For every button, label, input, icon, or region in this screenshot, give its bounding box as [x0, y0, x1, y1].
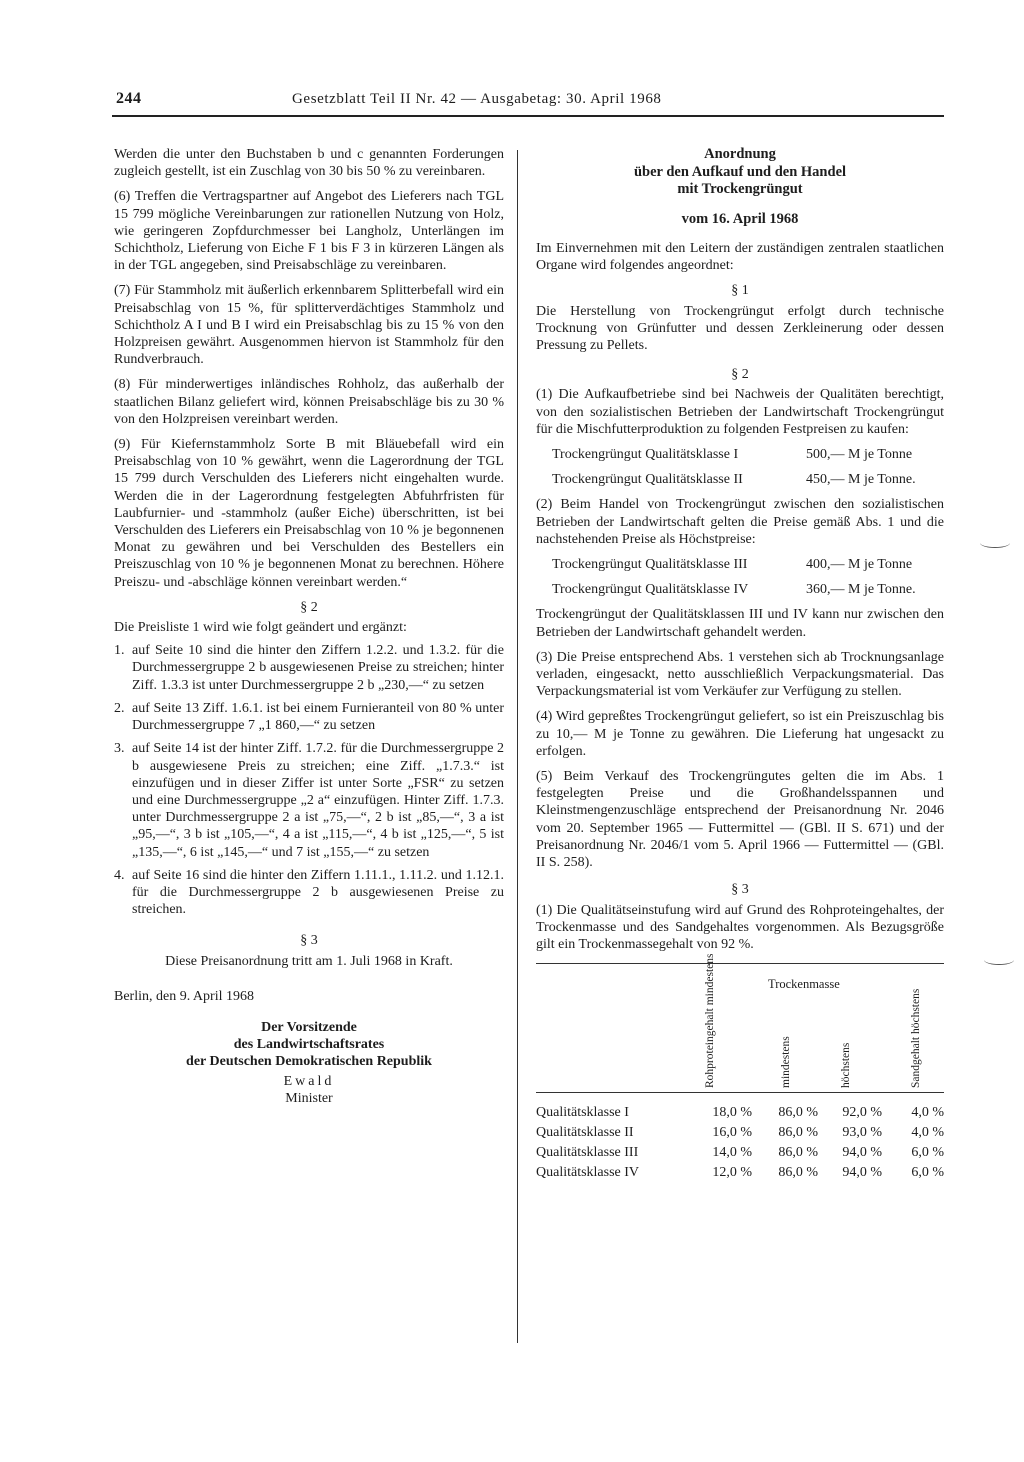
- page-number: 244: [116, 90, 142, 107]
- column-header-mindestens: mindestens: [780, 1036, 792, 1089]
- section-2-paragraph-4: (4) Wird gepreßtes Trockengrüngut geliefert, so ist ein Preiszuschlag bis zu 10,— M je Tonne zu gewähren. Die Lieferung hat ungesackt zu erfolgen.: [536, 709, 944, 759]
- cell-rohprotein: 18,0 %: [712, 1105, 752, 1121]
- column-header-sandgehalt: Sandgehalt höchstens: [910, 988, 922, 1089]
- column-divider: [517, 150, 518, 1343]
- cell-sand: 4,0 %: [911, 1105, 944, 1121]
- section-heading-2: § 2: [300, 599, 318, 615]
- paragraph: Werden die unter den Buchstaben b und c genannten Forderungen zugleich gestellt, ist ein Zuschlag von 30 bis 50 % zu vereinbaren.: [114, 147, 504, 180]
- list-item-text: auf Seite 13 Ziff. 1.6.1. ist bei einem Furnieranteil von 80 % unter Durchmessergruppe 7 „1 860,—“ zu setzen: [132, 700, 504, 734]
- price-value: 450,— M je Tonne.: [806, 472, 916, 488]
- cell-sand: 4,0 %: [911, 1125, 944, 1141]
- paragraph-8: (8) Für minderwertiges inländisches Rohholz, das außerhalb der staatlichen Bilanz geliefert wird, können Preisabschläge bis zu 30 % von den Holzpreisen vereinbart werden.: [114, 377, 504, 427]
- cell-tm-max: 93,0 %: [842, 1125, 882, 1141]
- cell-sand: 6,0 %: [911, 1145, 944, 1161]
- ordinance-title-line-3: mit Trockengrüngut: [677, 181, 803, 197]
- signatory-line-2: des Landwirtschaftsrates: [233, 1036, 385, 1052]
- list-item-text: auf Seite 10 sind die hinter den Ziffern 1.2.2. und 1.3.2. für die Durchmessergruppe 2 b ausgewiesenen Preise zu streichen; hinter Ziff. 1.3.3 ist unter Durchmessergruppe 2 b „230,—“ zu setzen: [132, 643, 504, 693]
- header-rule: [112, 115, 944, 117]
- page-header: [112, 88, 944, 116]
- section-2-paragraph-3: (3) Die Preise entsprechend Abs. 1 verstehen sich ab Trocknungsanlage verladen, eingesackt, netto ausschließlich Verpackungsmaterial. Das Verpackungsmaterial ist vom Verkäufer zur Verfügung zu stellen.: [536, 649, 944, 700]
- left-column: [114, 146, 504, 1107]
- section-2-paragraph-5: (5) Beim Verkauf des Trockengrüngutes gelten die im Abs. 1 festgelegten Preise und die Großhandelsspannen und Kleinstmengenzuschläge entsprechend der Preisanordnung Nr. 2046 vom 20. September 1965 — Futtermittel — (GBl. II S. 671) und der Preisanordnung Nr. 2046/1 vom 5. April 1966 — Futtermittel — (GBl. II S. 258).: [536, 769, 944, 871]
- list-item-text: auf Seite 14 ist der hinter Ziff. 1.7.2. für die Durchmessergruppe 2 b ausgewiesene Preis zu streichen; eine Ziff. „1.7.3.“ ist einzufügen und in dieser Ziffer ist unter Sorte „FSR“ zu setzen und eine Durchmessergruppe „2 a“ einzufügen. Hinter Ziff. 1.7.3. unter Durchmessergruppe 2 a ist „75,—“, 2 b ist „85,—“, 3 a ist „95,—“, 3 b ist „105,—“, 4 a ist „115,—“, 4 b ist „125,—“, 5 ist „135,—“, 6 ist „145,—“ und 7 ist „155,—“ zu setzen: [132, 741, 504, 860]
- column-header-hoechstens: höchstens: [840, 1042, 852, 1089]
- price-label: Trockengrüngut Qualitätsklasse II: [552, 472, 743, 488]
- section-2-paragraph-2: (2) Beim Handel von Trockengrüngut zwischen den sozialistischen Betrieben der Landwirtschaft gelten die Preise gemäß Abs. 1 und die nachstehenden Preise als Höchstpreise:: [536, 497, 944, 547]
- ordinance-intro: Im Einvernehmen mit den Leitern der zuständigen zentralen staatlichen Organe wird folgendes angeordnet:: [536, 241, 944, 274]
- price-row: [536, 581, 944, 598]
- list-item: [114, 700, 504, 734]
- table-row: [536, 1143, 944, 1163]
- quality-table: [536, 953, 944, 1183]
- list-item-number: 2.: [114, 700, 125, 716]
- section-2-intro: Die Preisliste 1 wird wie folgt geändert und ergänzt:: [114, 620, 407, 636]
- list-item-number: 3.: [114, 741, 125, 757]
- section-heading-3: § 3: [731, 882, 749, 898]
- list-item: [114, 642, 504, 694]
- signatory-name: Ewald: [283, 1073, 335, 1089]
- price-label: Trockengrüngut Qualitätsklasse I: [552, 447, 739, 463]
- section-3-text: Diese Preisanordnung tritt am 1. Juli 1968 in Kraft.: [165, 953, 453, 969]
- signatory-line-3: der Deutschen Demokratischen Republik: [186, 1053, 432, 1069]
- price-row: [536, 556, 944, 573]
- table-row: [536, 1103, 944, 1123]
- cell-tm-min: 86,0 %: [778, 1165, 818, 1181]
- price-label: Trockengrüngut Qualitätsklasse IV: [552, 582, 749, 598]
- signatory-role: Minister: [285, 1091, 333, 1107]
- price-value: 500,— M je Tonne: [806, 447, 913, 463]
- header-title: Gesetzblatt Teil II Nr. 42 — Ausgabetag: 30. April 1968: [292, 91, 662, 107]
- group-header-trockenmasse: Trockenmasse: [768, 977, 840, 992]
- column-header-rohprotein: Rohproteingehalt mindestens: [704, 953, 716, 1089]
- margin-mark: [984, 955, 1014, 965]
- price-label: Trockengrüngut Qualitätsklasse III: [552, 557, 748, 573]
- list-item: [114, 867, 504, 919]
- ordinance-title-line-1: Anordnung: [704, 146, 776, 162]
- ordinance-title-line-2: über den Aufkauf und den Handel: [633, 163, 847, 180]
- cell-sand: 6,0 %: [911, 1165, 944, 1181]
- paragraph-7: (7) Für Stammholz mit äußerlich erkennbarem Splitterbefall wird ein Preisabschlag von 15 %, für splitterverdächtiges Stammholz und Schichtholz A I und B I wird ein Preisabschlag bis zu 15 % von den Holzpreisen gewährt. Ausgenommen hiervon ist Stammholz für den Rundverbrauch.: [114, 283, 504, 368]
- paragraph-6: (6) Treffen die Vertragspartner auf Angebot des Lieferers nach TGL 15 799 mögliche Vereinbarungen zur rationellen Nutzung von Holz, wie geringeren Zopfdurchmesser bei Langholz, Unterlängen im Schichtholz, Lieferung von Eiche F 1 bis F 3 in kürzeren Längen als in der TGL angegeben, sind Preisabschläge zu vereinbaren.: [114, 189, 504, 274]
- cell-rohprotein: 14,0 %: [712, 1145, 752, 1161]
- row-label: Qualitätsklasse I: [536, 1105, 629, 1121]
- section-heading-2: § 2: [731, 367, 749, 383]
- section-2-paragraph-1: (1) Die Aufkaufbetriebe sind bei Nachweis der Qualitäten berechtigt, von den sozialistischen Betrieben der Landwirtschaft Trockengrüngut für die Mischfutterproduktion zu folgenden Festpreisen zu kaufen:: [536, 387, 944, 437]
- list-item-number: 4.: [114, 867, 125, 883]
- cell-rohprotein: 12,0 %: [712, 1165, 752, 1181]
- price-value: 400,— M je Tonne: [806, 557, 913, 573]
- signatory-line-1: Der Vorsitzende: [261, 1019, 357, 1035]
- table-header: [536, 953, 944, 1092]
- paragraph-9: (9) Für Kiefernstammholz Sorte B mit Bläuebefall wird ein Preisabschlag von 10 % gewährt, wenn die Lagerordnung der TGL 15 799 durch Verschulden des Lieferers nicht eingehalten wurde. Werden die in der Lagerordnung festgelegten Abfuhrfristen für Laubfurnier- und -stammholz (außer Eiche) überschritten, ist bei Verschulden des Lieferers ein Preisabschlag von 10 % je begonnenen Monat zu gewähren und bei Verschulden des Bestellers ein Preiszuschlag von 10 % je begonnenen Monat zu berechnen. Höhere Preiszu- und -abschläge können vereinbart werden.“: [114, 437, 504, 590]
- section-2-paragraph-2b: Trockengrüngut der Qualitätsklassen III und IV kann nur zwischen den Betrieben der Landwirtschaft gehandelt werden.: [536, 607, 944, 640]
- table-row: [536, 1123, 944, 1143]
- list-item-number: 1.: [114, 643, 125, 659]
- row-label: Qualitätsklasse IV: [536, 1165, 640, 1181]
- cell-tm-min: 86,0 %: [778, 1105, 818, 1121]
- price-value: 360,— M je Tonne.: [806, 582, 916, 598]
- cell-tm-min: 86,0 %: [778, 1145, 818, 1161]
- right-column: [536, 146, 944, 1183]
- section-3-paragraph-1: (1) Die Qualitätseinstufung wird auf Grund des Rohproteingehaltes, der Trockenmasse und des Sandgehaltes vorgenommen. Als Bezugsgröße gilt ein Trockenmassegehalt von 92 %.: [536, 902, 944, 952]
- cell-tm-max: 94,0 %: [842, 1165, 882, 1181]
- row-label: Qualitätsklasse III: [536, 1145, 639, 1161]
- price-row: [536, 446, 944, 463]
- cell-rohprotein: 16,0 %: [712, 1125, 752, 1141]
- row-label: Qualitätsklasse II: [536, 1125, 634, 1141]
- section-heading-3: § 3: [300, 933, 318, 949]
- section-heading-1: § 1: [731, 283, 749, 299]
- list-item: [114, 740, 504, 860]
- cell-tm-max: 94,0 %: [842, 1145, 882, 1161]
- cell-tm-max: 92,0 %: [842, 1105, 882, 1121]
- price-row: [536, 471, 944, 488]
- table-row: [536, 1163, 944, 1183]
- list-item-text: auf Seite 16 sind die hinter den Ziffern 1.11.1., 1.11.2. und 1.12.1. für die Durchmessergruppe 2 b ausgewiesenen Preise zu streichen.: [132, 867, 504, 918]
- place-and-date: Berlin, den 9. April 1968: [114, 988, 254, 1004]
- margin-mark: [980, 538, 1010, 548]
- ordinance-date: vom 16. April 1968: [681, 210, 799, 227]
- cell-tm-min: 86,0 %: [778, 1125, 818, 1141]
- section-1-text: Die Herstellung von Trockengrüngut erfolgt durch technische Trocknung von Grünfutter und dessen Zerkleinerung oder dessen Pressung zu Pellets.: [536, 303, 944, 354]
